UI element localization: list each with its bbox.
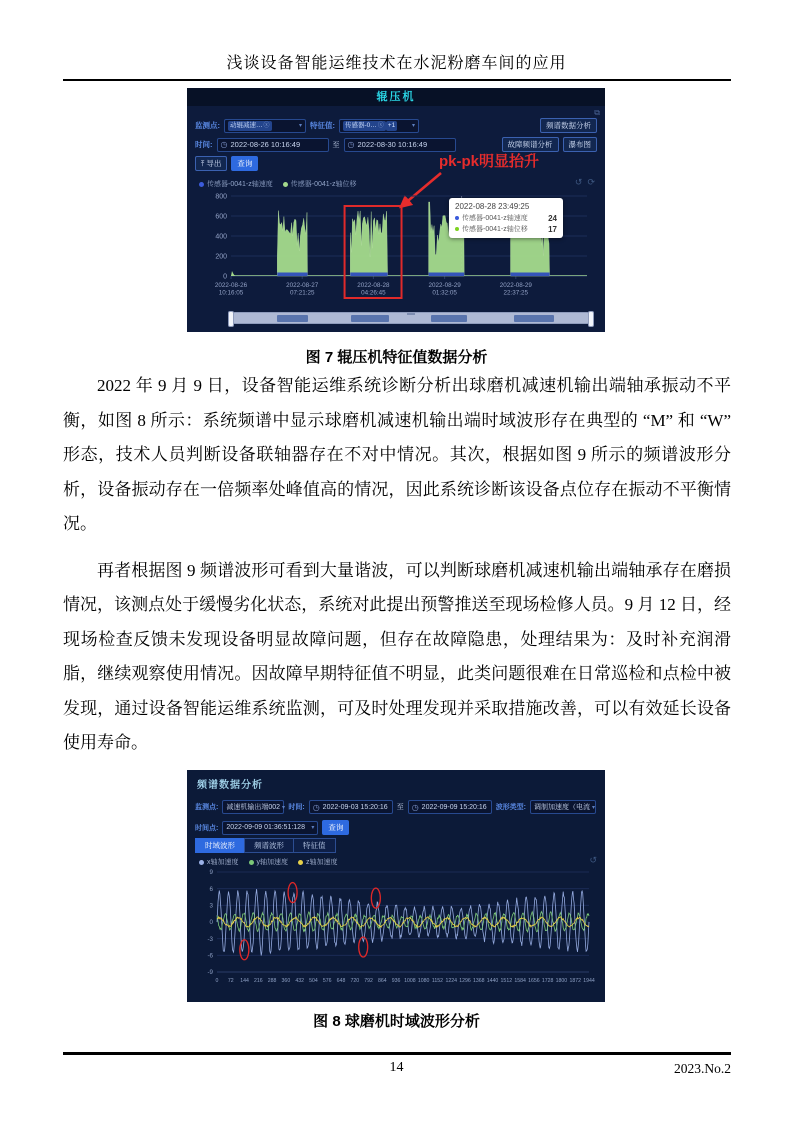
issue-label: 2023.No.2: [674, 1061, 731, 1076]
legend-marker-icon: [249, 860, 254, 865]
clock-icon: ◷: [411, 802, 419, 812]
svg-text:648: 648: [336, 978, 346, 984]
legend-label: 传感器-0041-z轴位移: [290, 181, 357, 188]
svg-text:72: 72: [227, 978, 234, 984]
svg-text:792: 792: [364, 978, 373, 984]
clear-icon[interactable]: ⓧ: [377, 122, 384, 129]
select-value: 2022-09-09 01:36:51:128: [226, 824, 305, 831]
select-value: 调制加速度（电流: [534, 804, 591, 811]
legend-label: x轴加速度: [207, 859, 239, 866]
svg-text:1944: 1944: [583, 978, 595, 984]
svg-text:800: 800: [215, 193, 227, 201]
svg-text:600: 600: [215, 213, 227, 221]
svg-text:504: 504: [309, 978, 318, 984]
selected-tag: [343, 121, 386, 131]
feature-value-label: 特征值:: [310, 121, 335, 130]
select-value: 减速机输出端002: [226, 804, 281, 811]
body-paragraph-2: 再者根据图 9 频谱波形可看到大量谐波，可以判断球磨机减速机输出端轴承存在磨损情况，该测点处于缓慢劣化状态，系统对此提出预警推送至现场检修人员。9 月 12 日，经现场检查反馈未发现设备明显故障问题，但存在故障隐患，处理结果为：及时补充润滑脂，继续观察使用情况。因故障早期特征值不明显，此类问题很难在日常巡检和点检中被发现，通过设备智能运维系统监测，可及时处理发现并采取措施改善，可以有效延长设备使用寿命。: [63, 560, 731, 752]
chevron-down-icon: ▾: [411, 123, 415, 129]
svg-text:1008: 1008: [404, 978, 416, 984]
query-button[interactable]: 查询: [322, 820, 349, 835]
more-count-chip: +1: [387, 121, 396, 129]
tag-text: 传感器-0…: [345, 121, 377, 129]
legend-label: 传感器-0041-z轴速度: [207, 181, 273, 188]
monitor-point-select[interactable]: [222, 800, 284, 814]
waterfall-button[interactable]: 瀑布图: [563, 137, 598, 152]
date-from-value: 2022-08-26 10:16:49: [230, 140, 301, 149]
wave-type-label: 波形类型:: [495, 804, 527, 811]
svg-text:9: 9: [209, 869, 213, 877]
svg-text:1152: 1152: [431, 978, 444, 984]
svg-text:720: 720: [350, 978, 360, 984]
selected-tag: [228, 121, 272, 131]
time-label: 时间:: [195, 140, 213, 149]
date-from-value: 2022-09-03 15:20:16: [322, 803, 388, 811]
figure8-caption: 图 8 球磨机时域波形分析: [313, 1013, 480, 1030]
monitor-point-label: 监测点:: [195, 804, 219, 811]
svg-text:1656: 1656: [528, 978, 540, 984]
svg-text:0: 0: [223, 273, 227, 281]
clock-icon: ◷: [312, 802, 320, 812]
red-circle-annotation: [240, 940, 249, 960]
clear-icon[interactable]: ⓧ: [263, 122, 270, 129]
svg-text:-9: -9: [207, 969, 213, 977]
svg-text:1728: 1728: [541, 978, 554, 984]
svg-text:936: 936: [391, 978, 401, 984]
spectrum-data-analysis-button[interactable]: 频谱数据分析: [540, 118, 597, 133]
legend-marker-icon: [199, 182, 204, 187]
svg-text:1512: 1512: [500, 978, 513, 984]
series-dot-icon: [455, 227, 459, 231]
export-icon: ⤒: [201, 159, 205, 168]
svg-text:2022-08-2707:21:25: 2022-08-27 07:21:25: [286, 282, 319, 297]
svg-text:-6: -6: [207, 952, 213, 960]
paper-title: 浅谈设备智能运维技术在水泥粉磨车间的应用: [226, 55, 567, 72]
svg-text:1224: 1224: [445, 978, 457, 984]
svg-text:1584: 1584: [514, 978, 526, 984]
figure7-caption: 图 7 辊压机特征值数据分析: [305, 349, 488, 366]
spectrum-analysis-dashboard: [187, 770, 605, 1002]
legend-label: y轴加速度: [256, 859, 288, 866]
page-number: 14: [389, 1060, 404, 1075]
date-to-value: 2022-08-30 10:16:49: [357, 140, 428, 149]
legend-label: z轴加速度: [306, 859, 338, 866]
svg-text:200: 200: [215, 253, 227, 261]
chart-toolbox: [589, 856, 597, 865]
svg-text:1296: 1296: [459, 978, 471, 984]
toolbox-refresh-icon[interactable]: ⟳: [587, 177, 595, 187]
chevron-down-icon: ▾: [592, 804, 596, 811]
time-domain-waveform-chart: [191, 866, 597, 1000]
to-separator: 至: [332, 141, 340, 149]
chevron-down-icon: ▾: [298, 123, 302, 129]
svg-text:2022-08-2804:26:45: 2022-08-28 04:26:45: [357, 282, 390, 297]
date-to-value: 2022-09-09 15:20:16: [421, 803, 487, 811]
date-from-input[interactable]: [309, 800, 393, 814]
body-paragraph-1: 2022 年 9 月 9 日，设备智能运维系统诊断分析出球磨机减速机输出端轴承振动不平衡，如图 8 所示：系统频谱中显示球磨机减速机输出端时域波形存在典型的 “M” 和 “W” 形态，技术人员判断设备联轴器存在不对中情况。其次，根据如图 9 所示的频谱波形分析，设备振动存在一倍频率处峰值高的情况，因此系统诊断该设备点位存在振动不平衡情况。: [63, 376, 731, 533]
tooltip-row: [455, 213, 557, 223]
datazoom-burst-preview: [277, 315, 308, 322]
svg-text:1368: 1368: [473, 978, 485, 984]
waveform-tabs: [195, 838, 335, 853]
toolbox-restore-icon[interactable]: ↺: [589, 855, 597, 865]
legend-marker-icon: [199, 860, 204, 865]
clock-icon: ◷: [220, 140, 228, 149]
datazoom-burst-preview: [514, 315, 554, 322]
time-label: 时间:: [288, 804, 305, 811]
date-to-input[interactable]: [408, 800, 492, 814]
time-point-select[interactable]: [222, 821, 318, 835]
svg-text:288: 288: [267, 978, 277, 984]
date-from-input[interactable]: [217, 138, 329, 152]
chevron-down-icon: ▾: [311, 825, 315, 831]
datazoom-notch: [407, 313, 415, 315]
svg-text:360: 360: [281, 978, 291, 984]
rollerpress-dashboard: [187, 88, 605, 332]
chart-tooltip: [449, 198, 563, 238]
svg-text:864: 864: [378, 978, 387, 984]
monitor-point-select[interactable]: [224, 119, 306, 133]
svg-text:2022-08-2901:32:05: 2022-08-29 01:32:05: [428, 282, 461, 297]
filter-row-2: [195, 820, 597, 835]
datazoom-burst-preview: [431, 315, 467, 322]
svg-text:1800: 1800: [555, 978, 568, 984]
footer-divider: [63, 1052, 731, 1055]
clock-icon: ◷: [347, 140, 355, 149]
expand-icon[interactable]: ⧉: [594, 108, 600, 117]
tooltip-series-value: 17: [548, 224, 557, 234]
legend-marker-icon: [298, 860, 303, 865]
pkpk-rise-annotation: pk-pk明显抬升: [439, 153, 540, 170]
toolbox-restore-icon[interactable]: ↺: [574, 177, 583, 187]
svg-text:400: 400: [215, 233, 227, 241]
datazoom-right-handle[interactable]: [588, 311, 594, 327]
svg-text:2022-08-2610:16:05: 2022-08-26 10:16:05: [214, 282, 248, 297]
tag-text: 动辊减速…: [230, 121, 263, 129]
header-divider: [63, 79, 731, 81]
svg-text:432: 432: [295, 978, 304, 984]
chart-toolbox: [575, 178, 595, 187]
tooltip-row: [455, 224, 557, 234]
svg-text:1872: 1872: [569, 978, 581, 984]
time-point-label: 时间点:: [195, 824, 219, 832]
svg-text:144: 144: [240, 978, 249, 984]
tooltip-time: 2022-08-28 23:49:25: [455, 202, 530, 211]
article-body: [63, 369, 731, 761]
tooltip-series-value: 24: [548, 213, 557, 223]
svg-text:0: 0: [209, 919, 213, 927]
dashboard-title: 辊压机: [187, 88, 605, 106]
svg-text:1440: 1440: [486, 978, 499, 984]
tooltip-series-name: 传感器-0041-z轴位移: [462, 226, 528, 233]
panel-title: 频谱数据分析: [197, 780, 263, 791]
export-button[interactable]: ⤒ 导出: [195, 156, 227, 171]
filter-row-1: [195, 118, 597, 133]
datazoom-burst-preview: [351, 315, 389, 322]
series-dot-icon: [455, 216, 459, 220]
feature-value-select[interactable]: [339, 119, 419, 133]
svg-text:576: 576: [322, 978, 332, 984]
chevron-down-icon: ▾: [282, 804, 286, 811]
svg-text:6: 6: [209, 885, 213, 893]
datazoom-slider[interactable]: [229, 312, 593, 324]
tab-feature-value[interactable]: 特征值: [293, 838, 336, 853]
to-separator: 至: [396, 804, 404, 811]
fault-spectrum-button[interactable]: 故障频谱分析: [502, 137, 559, 152]
filter-row-1: [195, 800, 597, 814]
svg-text:2022-08-2922:37:25: 2022-08-29 22:37:25: [499, 282, 532, 297]
monitor-point-label: 监测点:: [195, 121, 220, 130]
legend-marker-icon: [283, 182, 288, 187]
wave-type-select[interactable]: [530, 800, 596, 814]
svg-text:3: 3: [209, 902, 213, 910]
datazoom-left-handle[interactable]: [228, 311, 234, 327]
query-button[interactable]: 查询: [231, 156, 258, 171]
svg-text:216: 216: [254, 978, 263, 984]
tab-time-domain-waveform[interactable]: 时域波形: [195, 838, 245, 853]
svg-text:-3: -3: [207, 935, 213, 943]
tab-spectrum-waveform[interactable]: 频谱波形: [244, 838, 294, 853]
svg-text:0: 0: [215, 978, 219, 984]
tooltip-series-name: 传感器-0041-z轴速度: [462, 215, 528, 222]
svg-text:1080: 1080: [417, 978, 430, 984]
